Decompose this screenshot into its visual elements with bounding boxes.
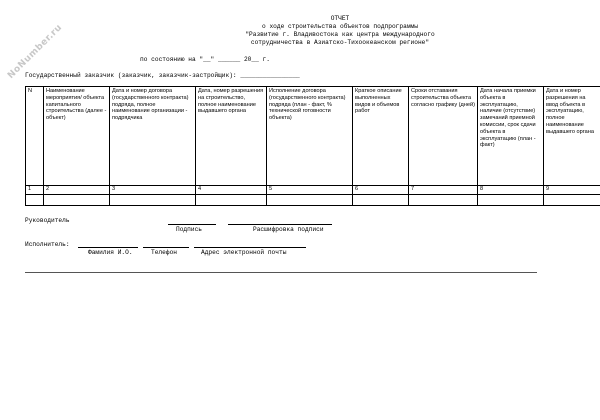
header-cell-object: Наименование мероприятия/ объекта капитального строительства (далее - объект) (44, 87, 110, 186)
table-cell (44, 195, 110, 206)
column-number: 8 (478, 186, 544, 195)
table-cell (353, 195, 409, 206)
email-line (194, 247, 306, 248)
table-header-row (26, 87, 600, 186)
decoding-caption: Расшифровка подписи (253, 226, 324, 233)
executor-label: Исполнитель: (25, 241, 70, 248)
column-number: 6 (353, 186, 409, 195)
head-label: Руководитель (25, 217, 70, 224)
column-number: 7 (409, 186, 478, 195)
report-date-line: по состоянию на "__" ______ 20__ г. (140, 56, 270, 63)
report-table (25, 86, 600, 206)
table-cell (409, 195, 478, 206)
header-cell-acceptance: Дата начала приемки объекта в эксплуатацию, наличие (отсутствие) замечаний приемной комиссии, срок сдачи объекта в эксплуатацию (план - факт) (478, 87, 544, 186)
decoding-line (228, 224, 332, 225)
signature-line (168, 224, 216, 225)
header-cell-number: N (26, 87, 44, 186)
name-line (78, 247, 138, 248)
signature-caption: Подпись (176, 226, 202, 233)
table-cell (110, 195, 196, 206)
table-cell (26, 195, 44, 206)
email-caption: Адрес электронной почты (201, 249, 287, 256)
customer-label: Государственный заказчик (заказчик, заказчик-застройщик): ________________ (25, 72, 300, 79)
report-title: ОТЧЕТ (330, 15, 350, 22)
phone-line (143, 247, 189, 248)
table-number-row (26, 186, 600, 195)
footer-divider (25, 272, 537, 273)
table-cell (544, 195, 600, 206)
phone-caption: Телефон (151, 249, 177, 256)
watermark: NoNumber.ru (6, 22, 65, 81)
header-cell-delay: Сроки отставания строительства объекта согласно графику (дней) (409, 87, 478, 186)
table-row (26, 195, 600, 206)
column-number: 2 (44, 186, 110, 195)
header-cell-contract: Дата и номер договора (государственного контракта) подряда, полное наименование организации - подрядчика (110, 87, 196, 186)
column-number: 4 (196, 186, 267, 195)
table-cell (478, 195, 544, 206)
column-number: 1 (26, 186, 44, 195)
report-subtitle-line-1: о ходе строительства объектов подпрограммы (262, 23, 418, 30)
header-cell-works: Краткое описание выполненных видов и объемов работ (353, 87, 409, 186)
name-caption: Фамилия И.О. (88, 249, 133, 256)
header-cell-permit: Дата, номер разрешения на строительство, полное наименование выдавшего органа (196, 87, 267, 186)
report-subtitle-line-2: "Развитие г. Владивостока как центра международного (245, 31, 435, 38)
header-cell-commissioning: Дата и номер разрешения на ввод объекта в эксплуатацию, полное наименование выдавшего органа (544, 87, 600, 186)
header-cell-execution: Исполнение договора (государственного контракта) подряда (план - факт, % технической готовности объекта) (267, 87, 353, 186)
report-subtitle-line-3: сотрудничества в Азиатско-Тихоокеанском регионе" (250, 39, 430, 46)
column-number: 3 (110, 186, 196, 195)
column-number: 5 (267, 186, 353, 195)
table-cell (196, 195, 267, 206)
column-number: 9 (544, 186, 600, 195)
table-cell (267, 195, 353, 206)
